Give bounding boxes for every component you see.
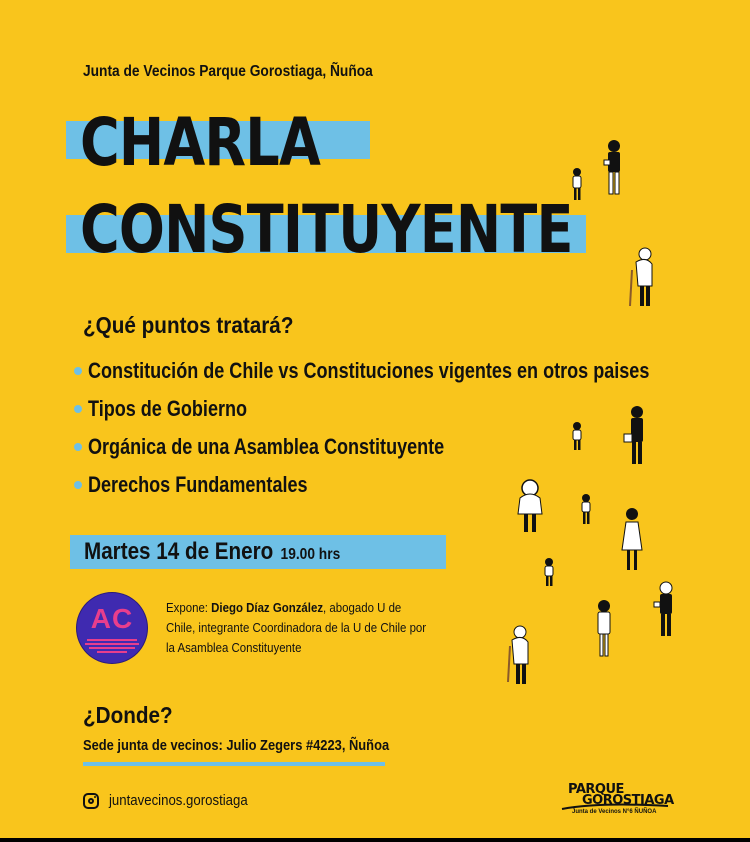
person-child-icon <box>573 168 581 200</box>
bullet-icon <box>74 481 82 489</box>
person-businessman-icon <box>624 406 643 464</box>
speaker-description: , abogado U de Chile, integrante Coordinadora de la U de Chile por la Asamblea Constituyente <box>166 600 427 655</box>
ac-logo-icon <box>77 593 147 663</box>
title-line-2: CONSTITUYENTE <box>80 191 573 268</box>
location-address: Sede junta de vecinos: Julio Zegers #4223, Ñuñoa <box>83 737 390 754</box>
person-elderly-bottom-icon <box>508 626 528 684</box>
logo-text: AC <box>90 603 134 634</box>
person-woman-icon <box>518 480 542 532</box>
person-man-tablet-icon <box>604 140 620 194</box>
instagram-handle: juntavecinos.gorostiaga <box>109 792 248 809</box>
person-elderly-cane-icon <box>630 248 652 306</box>
title-line-1: CHARLA <box>80 104 321 181</box>
topic-text: Derechos Fundamentales <box>88 472 308 497</box>
instagram-link[interactable] <box>83 792 267 809</box>
address-underline <box>83 762 385 766</box>
event-time: 19.00 hrs <box>280 546 341 563</box>
topics-heading: ¿Qué puntos tratará? <box>83 312 294 338</box>
person-woman-standing-icon <box>598 600 610 656</box>
brand-line-3: Junta de Vecinos N°6 ÑUÑOA <box>572 809 657 815</box>
brand-line-1: PARQUE <box>568 782 624 797</box>
brand-logo <box>560 782 674 818</box>
speaker-prefix: Expone: <box>166 600 208 615</box>
speaker-info <box>166 598 430 658</box>
event-date <box>84 538 340 566</box>
person-small-child-icon <box>573 422 581 450</box>
event-day: Martes 14 de Enero <box>84 538 274 565</box>
topic-text: Constitución de Chile vs Constituciones vigentes en otros paises <box>88 358 650 383</box>
person-woman-dress-icon <box>622 508 642 570</box>
person-man-notes-icon <box>654 582 672 636</box>
person-child-right-icon <box>582 494 590 524</box>
people-illustration <box>500 130 740 710</box>
speaker-name: Diego Díaz González <box>211 600 324 615</box>
bullet-icon <box>74 443 82 451</box>
topic-text: Orgánica de una Asamblea Constituyente <box>88 434 445 459</box>
person-toddler-icon <box>545 558 553 586</box>
brand-line-2: GOROSTIAGA <box>582 793 674 808</box>
logo-fine-print-icon <box>85 637 139 655</box>
instagram-icon <box>83 793 99 809</box>
location-heading: ¿Donde? <box>83 702 173 728</box>
bullet-icon <box>74 367 82 375</box>
bullet-icon <box>74 405 82 413</box>
organizer-label: Junta de Vecinos Parque Gorostiaga, Ñuñoa <box>83 63 373 80</box>
topic-text: Tipos de Gobierno <box>88 396 248 421</box>
